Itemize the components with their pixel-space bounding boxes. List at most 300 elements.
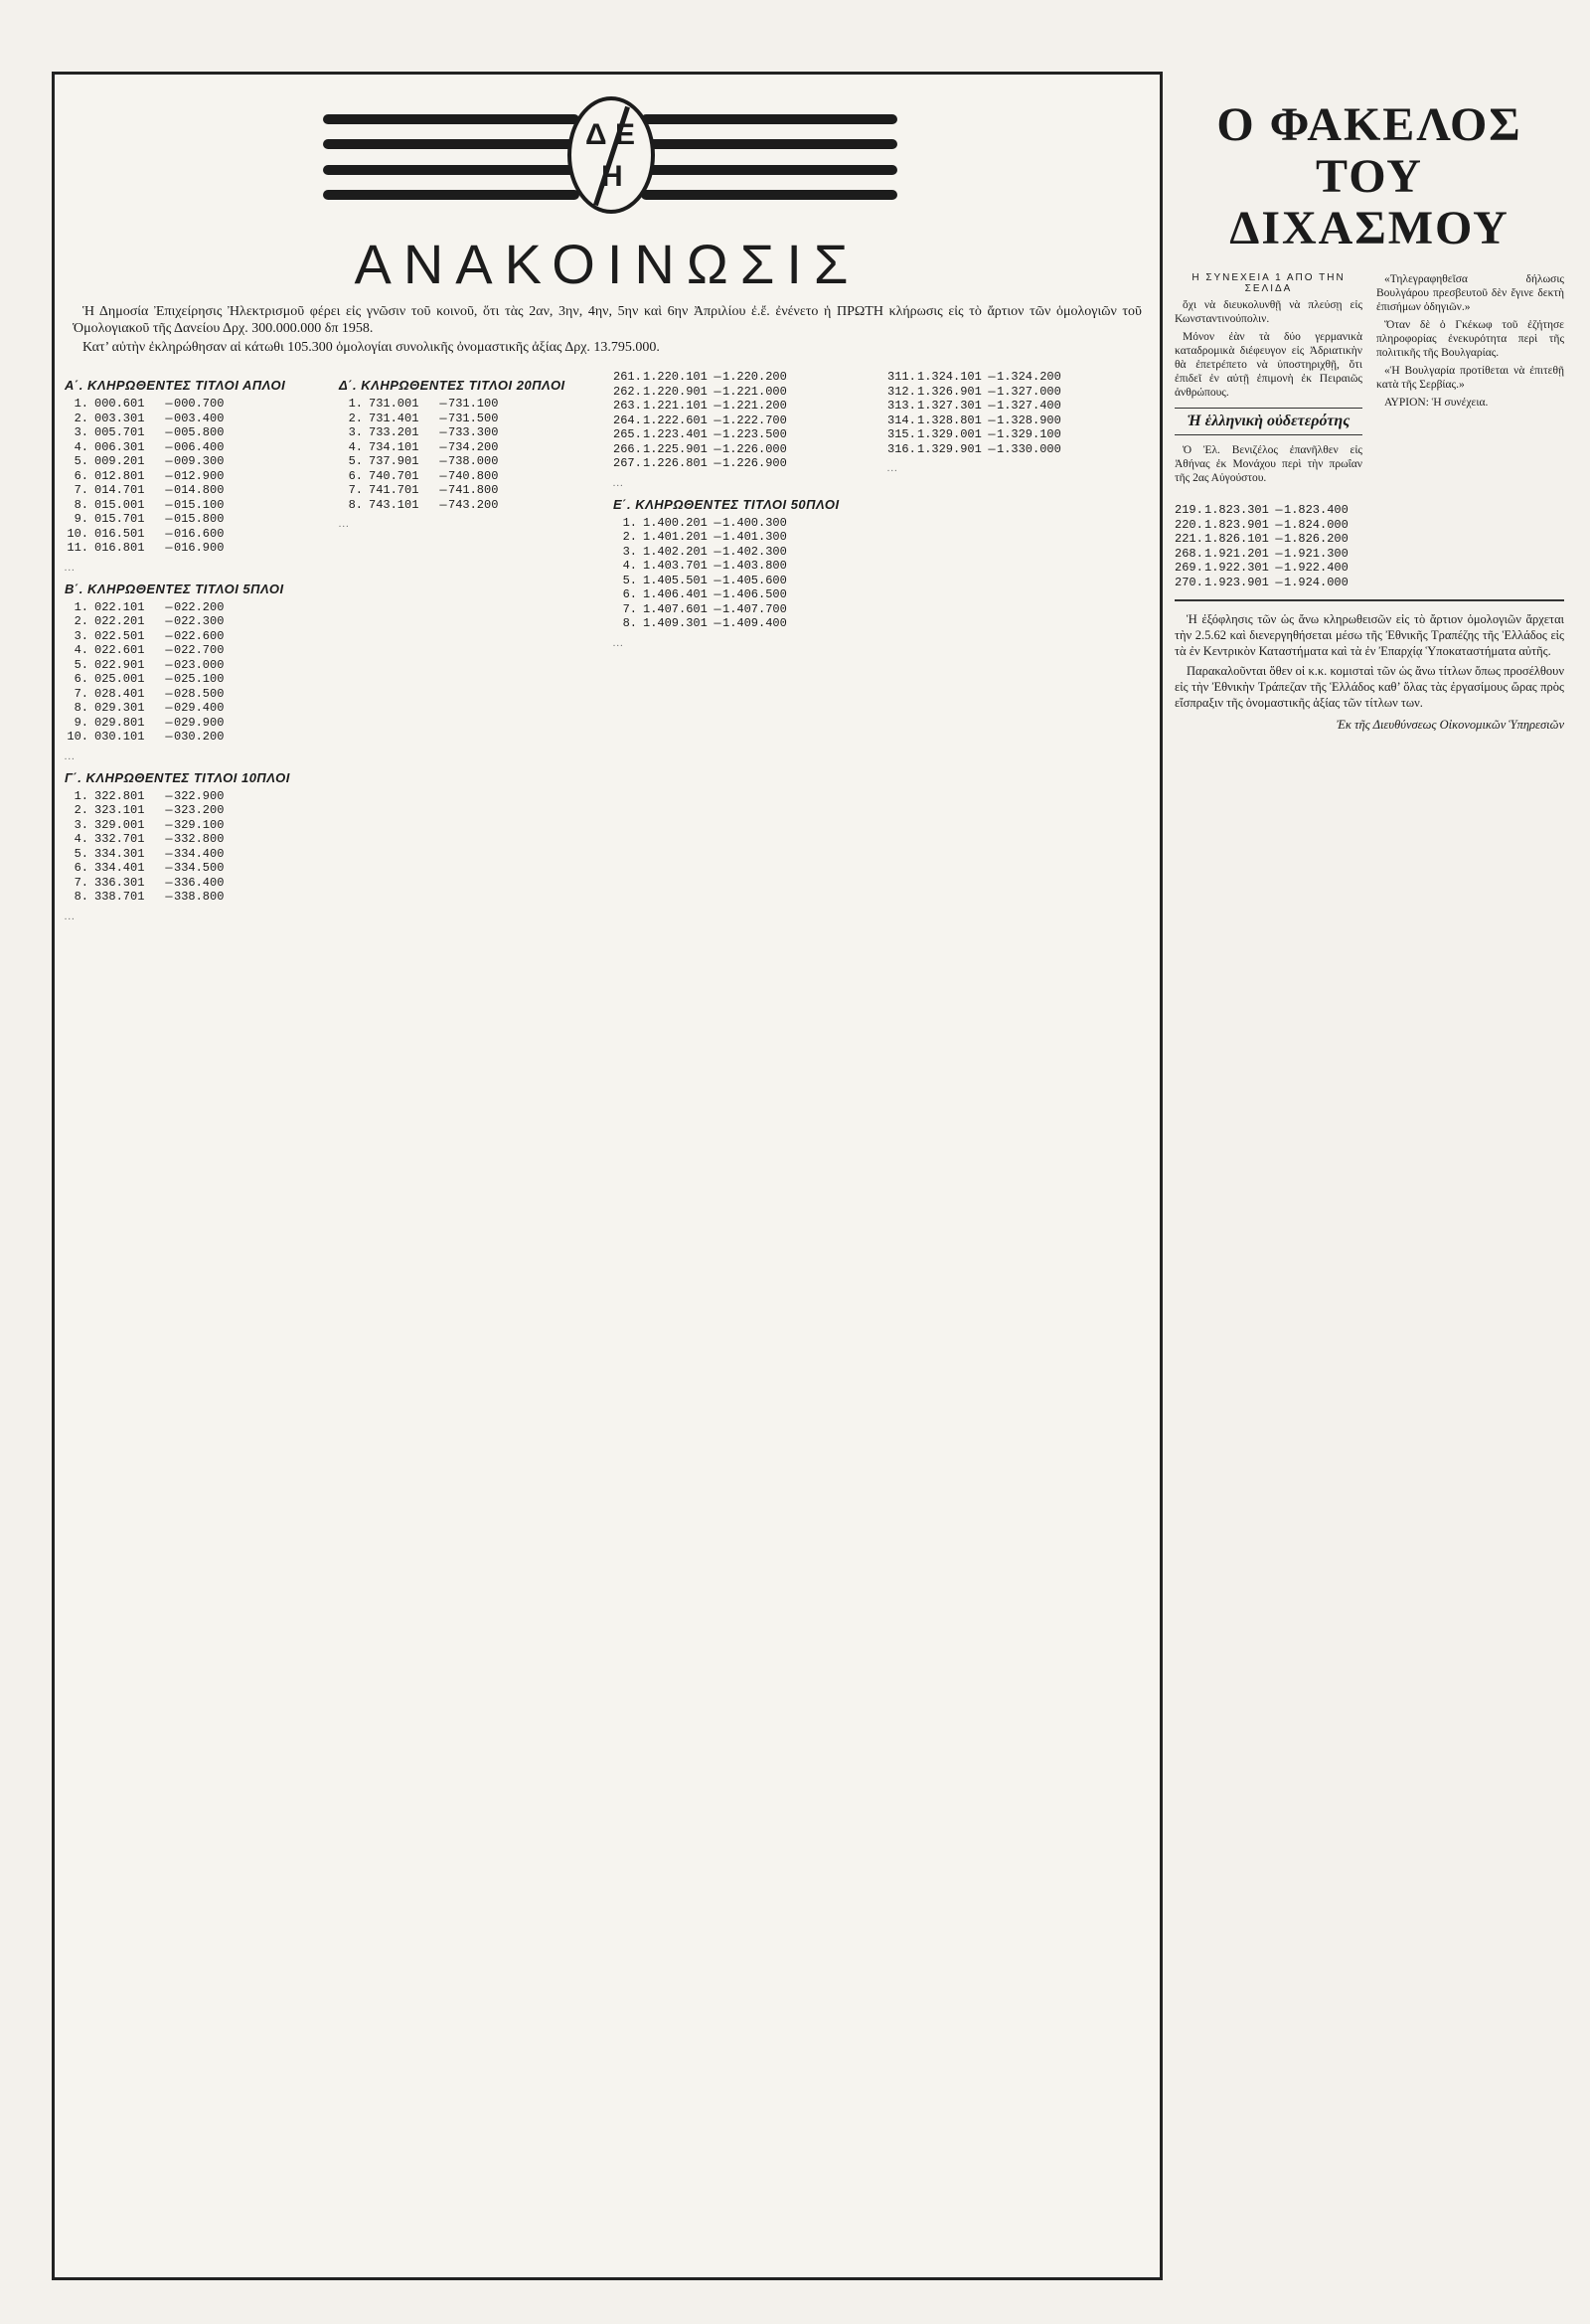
range-dash: — [1275,546,1283,561]
range-to: 1.407.700 [722,601,787,616]
range-to: 1.222.700 [722,413,787,427]
article-headline: Ο ΦΑΚΕΛΟΣ ΤΟΥ ΔΙΧΑΣΜΟΥ [1216,98,1522,254]
row-number: 266. [613,441,642,456]
range-to: 1.924.000 [1284,575,1349,589]
draw-row [65,847,327,862]
draw-row [65,412,327,426]
row-number: 265. [613,427,642,441]
range-dash: — [439,468,447,483]
range-dash: — [1275,517,1283,532]
row-number: 311. [887,370,916,384]
intro-line-2: Κατ’ αὐτὴν ἐκληρώθησαν αἱ κάτωθι 105.300 ὁμολογίαι συνολικῆς ὀνομαστικῆς ἀξίας Δρχ. 13.795.000. [82,340,660,355]
range-to: 022.700 [174,643,225,657]
draw-row [887,442,1150,457]
draw-row [1175,576,1564,590]
omitted-rows-note: … [613,636,623,649]
range-from: 1.403.701 [643,559,708,573]
range-dash: — [165,425,173,439]
continued-results [1175,503,1564,589]
range-dash: — [439,483,447,497]
intro-line-1: Ἡ Δημοσία Ἐπιχείρησις Ἠλεκτρισμοῦ φέρει εἰς γνῶσιν τοῦ κοινοῦ, ὅτι τὰς 2αν, 3ην, 4ην, 5ην καὶ 6ην Ἀπριλίου ἐ.ἔ. ἐνένετο ἡ ΠΡΩΤΗ κλήρωσις εἰς τὸ ἄρτιον τῶν ὁμολογιῶν τοῦ Ὁμολογιακοῦ τῆς Δανείου Δρχ. 300.000.000 δπ 1958. [73,304,1142,336]
range-dash: — [165,657,173,672]
row-number: 316. [887,441,916,456]
draw-row [65,512,327,527]
range-to: 016.900 [174,541,225,555]
row-number: 7. [74,875,88,890]
range-to: 1.221.200 [722,399,787,413]
draw-row [339,498,601,513]
range-from: 022.201 [94,614,145,628]
range-dash: — [165,483,173,497]
section-title-a: Α΄. ΚΛΗΡΩΘΕΝΤΕΣ ΤΙΤΛΟΙ ΑΠΛΟΙ [65,378,286,393]
range-dash: — [714,530,721,544]
range-dash: — [165,497,173,512]
range-from: 1.823.301 [1204,503,1269,517]
draw-row [613,545,875,560]
range-from: 733.201 [369,425,419,439]
draw-row [65,818,327,833]
range-from: 731.001 [369,397,419,411]
article-col-2: «Τηλεγραφηθεῖσα δήλωσις Βουλγάρου πρεσβευτοῦ δὲν ἔγινε δεκτὴ ἐπισήμων ὁδηγιῶν.» Ὅταν δὲ ὁ Γκέκωφ τοῦ ἐζήτησε πληροφορίας ἐνεκυρότητα περὶ τῆς πολιτικῆς τῆς Βουλγαρίας. «Ἡ Βουλγαρία προτίθεται νὰ ἐπιτεθῇ κατὰ τῆς Σερβίας.» ΑΥΡΙΟΝ: Ἡ συνέχεια. [1376,273,1564,409]
range-to: 1.403.800 [722,559,787,573]
row-number: 8. [74,890,88,904]
range-to: 1.400.300 [722,515,787,530]
draw-results-columns [65,370,1150,928]
row-number: 9. [74,715,88,730]
range-dash: — [714,544,721,559]
omitted-rows-note: … [65,910,75,922]
range-from: 1.226.801 [643,456,708,470]
range-to: 029.400 [174,701,225,715]
draw-row [65,803,327,818]
range-from: 1.220.101 [643,370,708,384]
range-to: 022.300 [174,614,225,628]
range-dash: — [988,441,996,456]
draw-row [65,876,327,891]
range-dash: — [988,384,996,399]
draw-row [65,716,327,731]
row-number: 1. [348,397,363,411]
range-from: 1.329.001 [917,427,982,441]
draw-row [339,425,601,440]
range-dash: — [165,628,173,643]
range-from: 743.101 [369,497,419,512]
range-from: 1.324.101 [917,370,982,384]
row-number: 3. [74,817,88,832]
draw-row [65,629,327,644]
range-from: 005.701 [94,425,145,439]
row-number: 219. [1175,503,1203,517]
range-to: 030.200 [174,730,225,744]
draw-row [887,414,1150,428]
range-dash: — [165,541,173,555]
range-from: 740.701 [369,468,419,483]
range-dash: — [988,413,996,427]
results-column-1 [65,370,327,928]
range-dash: — [1275,575,1283,589]
divider [1175,599,1564,601]
draw-row [339,469,601,484]
range-to: 322.900 [174,788,225,803]
draw-row [65,527,327,542]
range-from: 1.326.901 [917,384,982,399]
omitted-rows-note: … [65,749,75,762]
range-to: 329.100 [174,817,225,832]
results-column-3 [613,370,875,928]
row-number: 267. [613,456,642,470]
row-number: 268. [1175,546,1203,561]
payment-notice: Ἡ ἐξόφλησις τῶν ὡς ἄνω κληρωθεισῶν εἰς τὸ ἄρτιον ὁμολογιῶν ἄρχεται τὴν 2.5.62 καὶ διενεργηθήσεται μέσω τῆς Ἐθνικῆς Τραπέζης τῆς Ἑλλάδος εἰς τὰ ἐν Κεντρικὸν Καταστήματα καὶ τὰ ἐν Ἐπαρχίᾳ Ὑποκαταστήματα αὐτῆς. Παρακαλοῦνται ὅθεν οἱ κ.κ. κομισταὶ τῶν ὡς ἄνω τίτλων ὅπως προσέλθουν εἰς τὴν Ἐθνικὴν Τράπεζαν τῆς Ἑλλάδος καθ’ ὅλας τὰς ἐργασίμους ὥρας πρὸς εἴσπραξιν τῆς ὀνομαστικῆς ἀξίας τῶν τίτλων των. Ἐκ τῆς Διευθύνσεως Οἰκονομικῶν Ὑπηρεσιῶν [1175,612,1564,732]
range-from: 741.701 [369,483,419,497]
row-number: 7. [74,686,88,701]
draw-row [65,643,327,658]
range-to: 338.800 [174,890,225,904]
row-number: 8. [74,497,88,512]
range-dash: — [165,439,173,454]
range-from: 003.301 [94,411,145,425]
range-from: 009.201 [94,454,145,468]
row-number: 11. [67,541,88,555]
range-from: 1.223.401 [643,427,708,441]
draw-row [1175,532,1564,547]
range-to: 028.500 [174,686,225,701]
range-dash: — [714,399,721,413]
draw-row [613,399,875,414]
draw-row [65,425,327,440]
draw-row [65,541,327,556]
row-number: 314. [887,413,916,427]
range-to: 740.800 [448,468,499,483]
range-from: 1.406.401 [643,587,708,601]
range-to: 1.324.200 [997,370,1061,384]
draw-row [613,427,875,442]
range-from: 734.101 [369,439,419,454]
range-to: 731.500 [448,411,499,425]
range-dash: — [165,803,173,817]
range-to: 1.328.900 [997,413,1061,427]
section-title-g: Γ΄. ΚΛΗΡΩΘΕΝΤΕΣ ΤΙΤΛΟΙ 10ΠΛΟΙ [65,769,290,785]
row-number: 1. [74,788,88,803]
banner-stripes-left [323,114,579,200]
section-title-b: Β΄. ΚΛΗΡΩΘΕΝΤΕΣ ΤΙΤΛΟΙ 5ΠΛΟΙ [65,581,284,596]
row-number: 6. [348,468,363,483]
range-from: 015.701 [94,512,145,526]
range-to: 738.000 [448,454,499,468]
draw-row [65,832,327,847]
draw-row [65,483,327,498]
row-number: 2. [74,614,88,628]
row-number: 262. [613,384,642,399]
range-dash: — [165,672,173,686]
range-dash: — [165,526,173,541]
range-to: 1.223.500 [722,427,787,441]
notice-banner [55,75,1160,303]
omitted-rows-note: … [887,462,897,474]
range-from: 1.329.901 [917,441,982,456]
draw-row [613,602,875,617]
range-from: 022.101 [94,599,145,614]
row-number: 263. [613,399,642,413]
range-from: 016.801 [94,541,145,555]
range-dash: — [988,427,996,441]
results-column-4 [887,370,1150,928]
draw-row [339,483,601,498]
range-to: 1.406.500 [722,587,787,601]
range-to: 1.401.300 [722,530,787,544]
range-from: 1.400.201 [643,515,708,530]
row-number: 220. [1175,517,1203,532]
section-title-e: Ε΄. ΚΛΗΡΩΘΕΝΤΕΣ ΤΙΤΛΟΙ 50ΠΛΟΙ [613,496,840,512]
range-from: 1.405.501 [643,573,708,587]
range-from: 329.001 [94,817,145,832]
draw-row [65,861,327,876]
range-to: 1.327.000 [997,384,1061,399]
draw-row [613,456,875,471]
draw-row [65,614,327,629]
range-dash: — [165,817,173,832]
range-from: 1.401.201 [643,530,708,544]
row-number: 5. [74,454,88,468]
range-from: 022.501 [94,628,145,643]
range-dash: — [714,601,721,616]
range-from: 336.301 [94,875,145,890]
range-dash: — [714,616,721,630]
deh-logo: Δ Ε Η [567,96,655,214]
range-dash: — [714,456,721,470]
range-to: 022.200 [174,599,225,614]
range-from: 1.826.101 [1204,532,1269,546]
range-to: 015.100 [174,497,225,512]
draw-row [613,516,875,531]
row-number: 6. [74,672,88,686]
range-to: 741.800 [448,483,499,497]
range-to: 332.800 [174,832,225,846]
omitted-rows-note: … [613,476,623,489]
row-number: 1. [74,599,88,614]
row-number: 4. [74,643,88,657]
range-to: 336.400 [174,875,225,890]
draw-row [1175,561,1564,576]
range-to: 1.922.400 [1284,561,1349,575]
omitted-rows-note: … [339,518,349,530]
row-number: 6. [622,587,637,601]
draw-row [65,672,327,687]
range-to: 015.800 [174,512,225,526]
range-dash: — [1275,561,1283,575]
range-to: 1.330.000 [997,441,1061,456]
range-dash: — [165,788,173,803]
row-number: 10. [67,730,88,744]
range-from: 006.301 [94,439,145,454]
row-number: 5. [74,657,88,672]
range-from: 022.901 [94,657,145,672]
row-number: 8. [622,616,637,630]
range-to: 334.500 [174,861,225,875]
notice-intro [73,303,1142,356]
row-number: 4. [348,439,363,454]
row-number: 269. [1175,561,1203,575]
draw-row [65,730,327,745]
range-dash: — [165,454,173,468]
draw-row [65,890,327,905]
results-column-2 [339,370,601,928]
range-dash: — [165,643,173,657]
range-from: 737.901 [369,454,419,468]
range-dash: — [165,468,173,483]
draw-row [65,454,327,469]
row-number: 1. [622,515,637,530]
range-from: 1.922.301 [1204,561,1269,575]
draw-row [613,370,875,385]
range-dash: — [165,715,173,730]
draw-row [613,559,875,574]
row-number: 264. [613,413,642,427]
range-to: 731.100 [448,397,499,411]
range-dash: — [165,861,173,875]
range-from: 016.501 [94,526,145,541]
signature: Ἐκ τῆς Διευθύνσεως Οἰκονομικῶν Ὑπηρεσιῶν [1336,718,1564,732]
range-to: 334.400 [174,846,225,861]
range-from: 334.401 [94,861,145,875]
row-number: 4. [74,439,88,454]
omitted-rows-note: … [65,561,75,574]
draw-row [887,399,1150,414]
range-to: 006.400 [174,439,225,454]
range-from: 000.601 [94,397,145,411]
article-kicker: Η ΣΥΝΕΧΕΙΑ 1 ΑΠΟ ΤΗΝ ΣΕΛΙΔΑ [1192,272,1346,294]
range-from: 014.701 [94,483,145,497]
range-dash: — [714,384,721,399]
draw-row [65,658,327,673]
row-number: 6. [74,861,88,875]
draw-row [613,414,875,428]
row-number: 8. [74,701,88,715]
range-to: 1.402.300 [722,544,787,559]
range-to: 022.600 [174,628,225,643]
range-dash: — [439,497,447,512]
continued-note: ΑΥΡΙΟΝ: Ἡ συνέχεια. [1384,397,1489,409]
range-dash: — [439,454,447,468]
range-dash: — [165,890,173,904]
draw-row [1175,518,1564,533]
range-to: 1.409.400 [722,616,787,630]
range-from: 338.701 [94,890,145,904]
range-to: 012.900 [174,468,225,483]
row-number: 2. [622,530,637,544]
article-text-columns [1175,272,1564,489]
range-to: 1.405.600 [722,573,787,587]
range-dash: — [439,411,447,425]
row-number: 3. [622,544,637,559]
row-number: 6. [74,468,88,483]
range-dash: — [165,875,173,890]
range-from: 334.301 [94,846,145,861]
range-dash: — [165,832,173,846]
range-from: 015.001 [94,497,145,512]
range-to: 003.400 [174,411,225,425]
range-to: 000.700 [174,397,225,411]
range-dash: — [714,441,721,456]
range-from: 1.402.201 [643,544,708,559]
row-number: 4. [622,559,637,573]
range-from: 1.921.201 [1204,546,1269,561]
range-from: 1.220.901 [643,384,708,399]
row-number: 5. [348,454,363,468]
row-number: 261. [613,370,642,384]
range-to: 1.329.100 [997,427,1061,441]
row-number: 5. [622,573,637,587]
draw-row [613,530,875,545]
range-to: 1.823.400 [1284,503,1349,517]
range-to: 023.000 [174,657,225,672]
range-dash: — [714,427,721,441]
draw-row [613,442,875,457]
draw-row [1175,547,1564,562]
draw-row [613,587,875,602]
row-number: 7. [622,601,637,616]
draw-row [65,600,327,615]
range-dash: — [439,425,447,439]
range-to: 1.220.200 [722,370,787,384]
range-dash: — [165,701,173,715]
range-dash: — [1275,503,1283,517]
banner-stripes-right [641,114,897,200]
row-number: 7. [74,483,88,497]
row-number: 2. [348,411,363,425]
range-to: 1.921.300 [1284,546,1349,561]
range-from: 731.401 [369,411,419,425]
range-from: 1.328.801 [917,413,982,427]
range-to: 009.300 [174,454,225,468]
row-number: 3. [74,628,88,643]
range-from: 1.407.601 [643,601,708,616]
section-title-d: Δ΄. ΚΛΗΡΩΘΕΝΤΕΣ ΤΙΤΛΟΙ 20ΠΛΟΙ [339,378,565,393]
draw-row [65,789,327,804]
range-from: 1.222.601 [643,413,708,427]
range-from: 030.101 [94,730,145,744]
range-to: 733.300 [448,425,499,439]
range-to: 1.327.400 [997,399,1061,413]
row-number: 1. [74,397,88,411]
range-from: 025.001 [94,672,145,686]
deh-notice [52,72,1163,2280]
range-dash: — [165,397,173,411]
range-dash: — [165,599,173,614]
row-number: 3. [74,425,88,439]
row-number: 8. [348,497,363,512]
draw-row [65,440,327,455]
draw-row [613,616,875,631]
range-to: 016.600 [174,526,225,541]
range-dash: — [714,370,721,384]
range-dash: — [165,686,173,701]
range-dash: — [1275,532,1283,546]
range-to: 734.200 [448,439,499,454]
draw-row [65,687,327,702]
range-to: 1.221.000 [722,384,787,399]
range-to: 323.200 [174,803,225,817]
draw-row [65,397,327,412]
row-number: 315. [887,427,916,441]
draw-row [887,427,1150,442]
notice-title: ΑΝΑΚΟΙΝΩΣΙΣ [354,233,861,295]
draw-row [339,454,601,469]
row-number: 9. [74,512,88,526]
range-from: 1.327.301 [917,399,982,413]
range-dash: — [165,730,173,744]
article-column [1175,89,1564,2276]
draw-row [65,701,327,716]
